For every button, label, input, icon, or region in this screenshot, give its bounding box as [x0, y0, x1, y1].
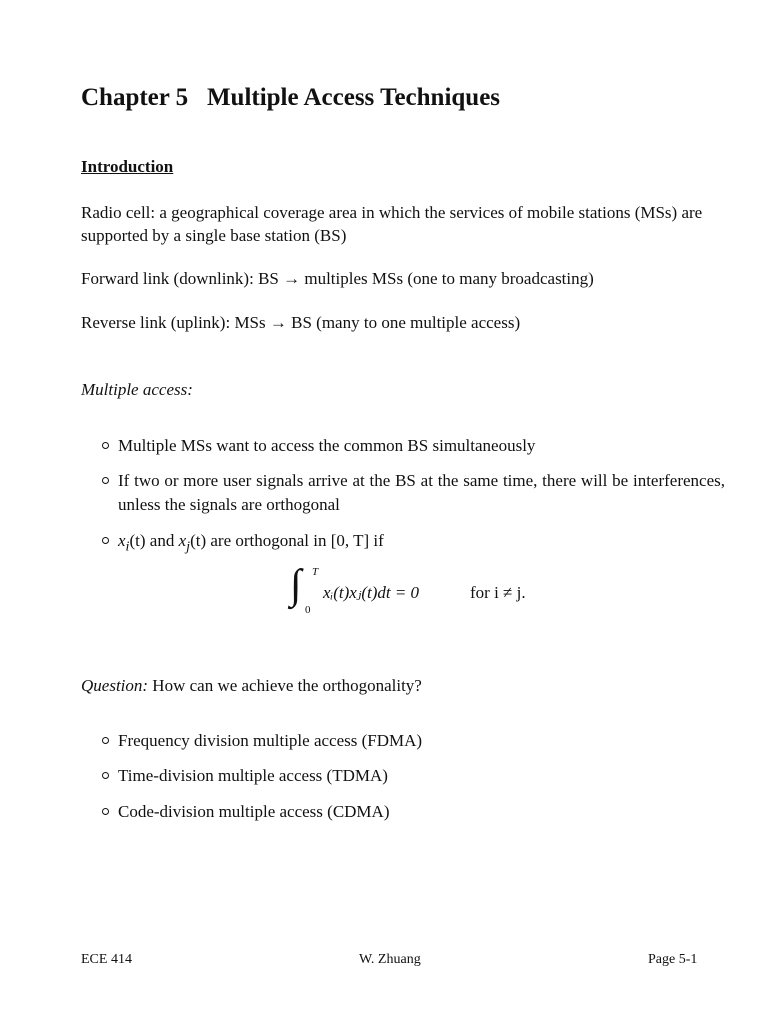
multiple-access-label: Multiple access:	[81, 380, 193, 399]
list-item: Multiple MSs want to access the common BS simultaneously	[100, 434, 725, 458]
list-item-orthogonal: $x_i(t)$ and $x_j(t)$ are orthogonal in [0, T] if	[100, 529, 725, 558]
reverse-link-paragraph: Reverse link (uplink): MSs → BS (many to one multiple access)	[81, 313, 521, 332]
bullet-circle-icon	[102, 537, 109, 544]
integral-lower-limit: 0	[305, 604, 311, 616]
section-heading: Introduction	[81, 157, 174, 176]
orthogonality-equation	[290, 562, 590, 622]
integral-upper-limit: T	[312, 566, 319, 578]
list-item: Code-division multiple access (CDMA)	[100, 800, 725, 824]
chapter-name: Multiple Access Techniques	[206, 84, 501, 111]
integrand: xᵢ(t)xⱼ(t)dt = 0	[323, 583, 420, 602]
list-item: Time-division multiple access (TDMA)	[100, 764, 725, 788]
chapter-number: Chapter 5	[81, 84, 189, 111]
radio-cell-paragraph: Radio cell: a geographical coverage area in which the services of mobile stations (MSs) are supported by a single base station (BS)	[81, 203, 703, 245]
list-item: If two or more user signals arrive at the BS at the same time, there will be interferences, unless the signals are orthogonal	[100, 469, 725, 517]
bullet-circle-icon	[102, 737, 109, 744]
question-label: Question:	[81, 676, 149, 695]
footer-page-number: Page 5-1	[648, 952, 698, 967]
forward-link-paragraph: Forward link (downlink): BS → multiples MSs (one to many broadcasting)	[81, 269, 594, 288]
question-paragraph	[81, 674, 721, 697]
list-item: Frequency division multiple access (FDMA)	[100, 729, 725, 753]
footer-author: W. Zhuang	[359, 952, 421, 967]
bullet-circle-icon	[102, 442, 109, 449]
bullet-circle-icon	[102, 477, 109, 484]
integral-icon: ∫	[290, 562, 302, 608]
bullet-circle-icon	[102, 772, 109, 779]
bullet-circle-icon	[102, 808, 109, 815]
footer-course: ECE 414	[81, 952, 132, 967]
equation-condition: for i ≠ j.	[470, 583, 526, 602]
page-title	[81, 84, 500, 112]
question-text: How can we achieve the orthogonality?	[152, 676, 422, 695]
